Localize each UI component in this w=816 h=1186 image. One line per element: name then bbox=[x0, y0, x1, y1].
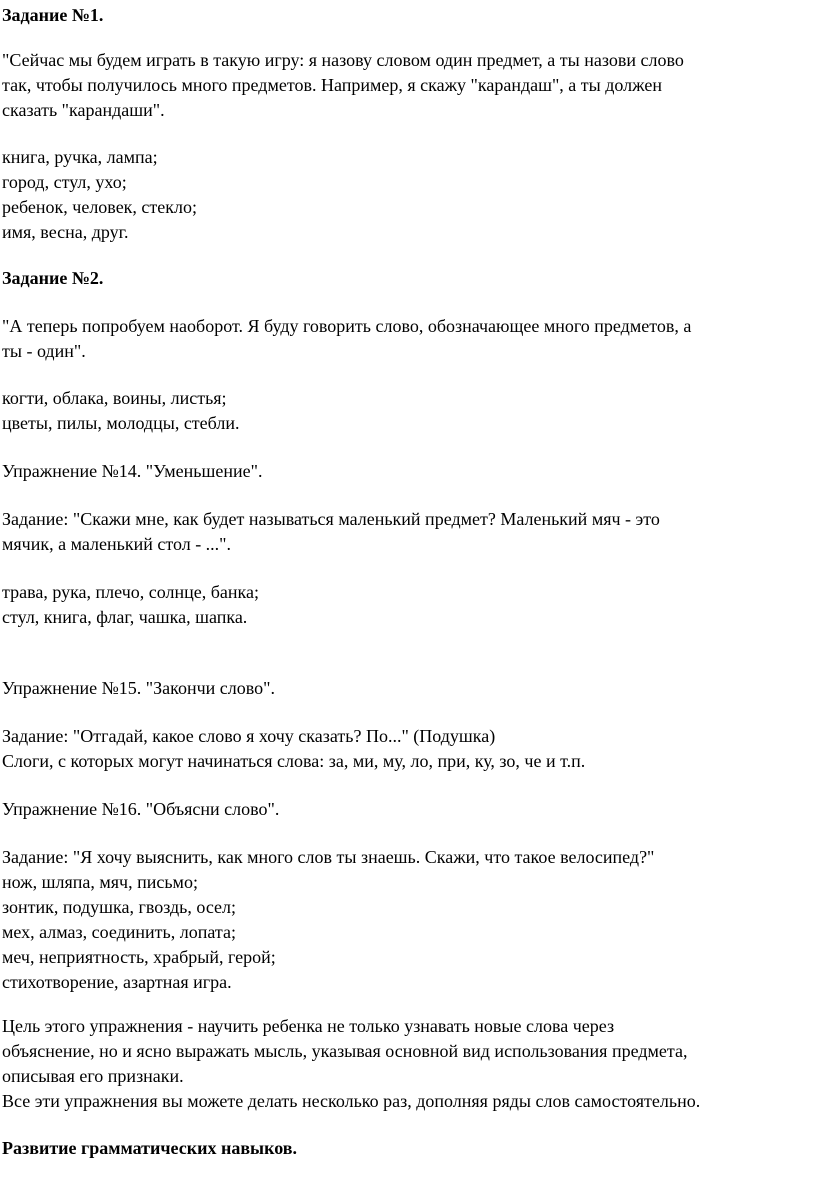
word-row: ребенок, человек, стекло; bbox=[2, 197, 198, 217]
paragraph-line: Задание: "Скажи мне, как будет называться маленький предмет? Маленький мяч - это bbox=[2, 509, 660, 529]
exercise15-title-block bbox=[2, 676, 814, 701]
paragraph-line: Все эти упражнения вы можете делать несколько раз, дополняя ряды слов самостоятельно. bbox=[2, 1091, 701, 1111]
word-row: стихотворение, азартная игра. bbox=[2, 972, 232, 992]
paragraph-line: сказать "карандаши". bbox=[2, 100, 165, 120]
word-row: когти, облака, воины, листья; bbox=[2, 388, 227, 408]
exercise16-title-block bbox=[2, 797, 814, 822]
word-row: книга, ручка, лампа; bbox=[2, 147, 158, 167]
task2-heading-block bbox=[2, 266, 814, 291]
paragraph-line: "Сейчас мы будем играть в такую игру: я назову словом один предмет, а ты назови слово bbox=[2, 50, 684, 70]
word-row: город, стул, ухо; bbox=[2, 172, 127, 192]
exercise14-word-list bbox=[2, 580, 814, 630]
paragraph-line: объяснение, но и ясно выражать мысль, указывая основной вид использования предмета, bbox=[2, 1041, 688, 1061]
paragraph-line: так, чтобы получилось много предметов. Например, я скажу "карандаш", а ты должен bbox=[2, 75, 662, 95]
task2-word-list bbox=[2, 386, 814, 436]
task1-heading: Задание №1. bbox=[2, 5, 104, 25]
task1-word-list bbox=[2, 145, 814, 245]
conclusion-paragraph bbox=[2, 1014, 814, 1114]
word-row: трава, рука, плечо, солнце, банка; bbox=[2, 582, 259, 602]
word-row: меч, неприятность, храбрый, герой; bbox=[2, 947, 276, 967]
word-row: стул, книга, флаг, чашка, шапка. bbox=[2, 607, 248, 627]
paragraph-line: Задание: "Я хочу выяснить, как много слов ты знаешь. Скажи, что такое велосипед?" bbox=[2, 847, 655, 867]
word-row: цветы, пилы, молодцы, стебли. bbox=[2, 413, 240, 433]
word-row: имя, весна, друг. bbox=[2, 222, 129, 242]
paragraph-line: ты - один". bbox=[2, 341, 86, 361]
word-row: мех, алмаз, соединить, лопата; bbox=[2, 922, 236, 942]
exercise15-title: Упражнение №15. "Закончи слово". bbox=[2, 678, 275, 698]
paragraph-line: Слоги, с которых могут начинаться слова: за, ми, му, ло, при, ку, зо, че и т.п. bbox=[2, 751, 586, 771]
section-heading: Развитие грамматических навыков. bbox=[2, 1138, 297, 1158]
paragraph-line: Цель этого упражнения - научить ребенка не только узнавать новые слова через bbox=[2, 1016, 615, 1036]
paragraph-line: мячик, а маленький стол - ...". bbox=[2, 534, 232, 554]
task2-instruction bbox=[2, 314, 814, 364]
task2-heading: Задание №2. bbox=[2, 268, 104, 288]
exercise14-title: Упражнение №14. "Уменьшение". bbox=[2, 461, 263, 481]
exercise14-task bbox=[2, 507, 814, 557]
task1-heading-block bbox=[2, 3, 814, 28]
paragraph-line: Задание: "Отгадай, какое слово я хочу сказать? По..." (Подушка) bbox=[2, 726, 496, 746]
paragraph-line: описывая его признаки. bbox=[2, 1066, 184, 1086]
exercise15-task bbox=[2, 724, 814, 774]
task1-instruction bbox=[2, 48, 814, 123]
exercise14-title-block bbox=[2, 459, 814, 484]
word-row: зонтик, подушка, гвоздь, осел; bbox=[2, 897, 237, 917]
section-heading-block bbox=[2, 1136, 814, 1161]
exercise16-title: Упражнение №16. "Объясни слово". bbox=[2, 799, 280, 819]
word-row: нож, шляпа, мяч, письмо; bbox=[2, 872, 198, 892]
paragraph-line: "А теперь попробуем наоборот. Я буду говорить слово, обозначающее много предметов, а bbox=[2, 316, 692, 336]
exercise16-task bbox=[2, 845, 814, 995]
